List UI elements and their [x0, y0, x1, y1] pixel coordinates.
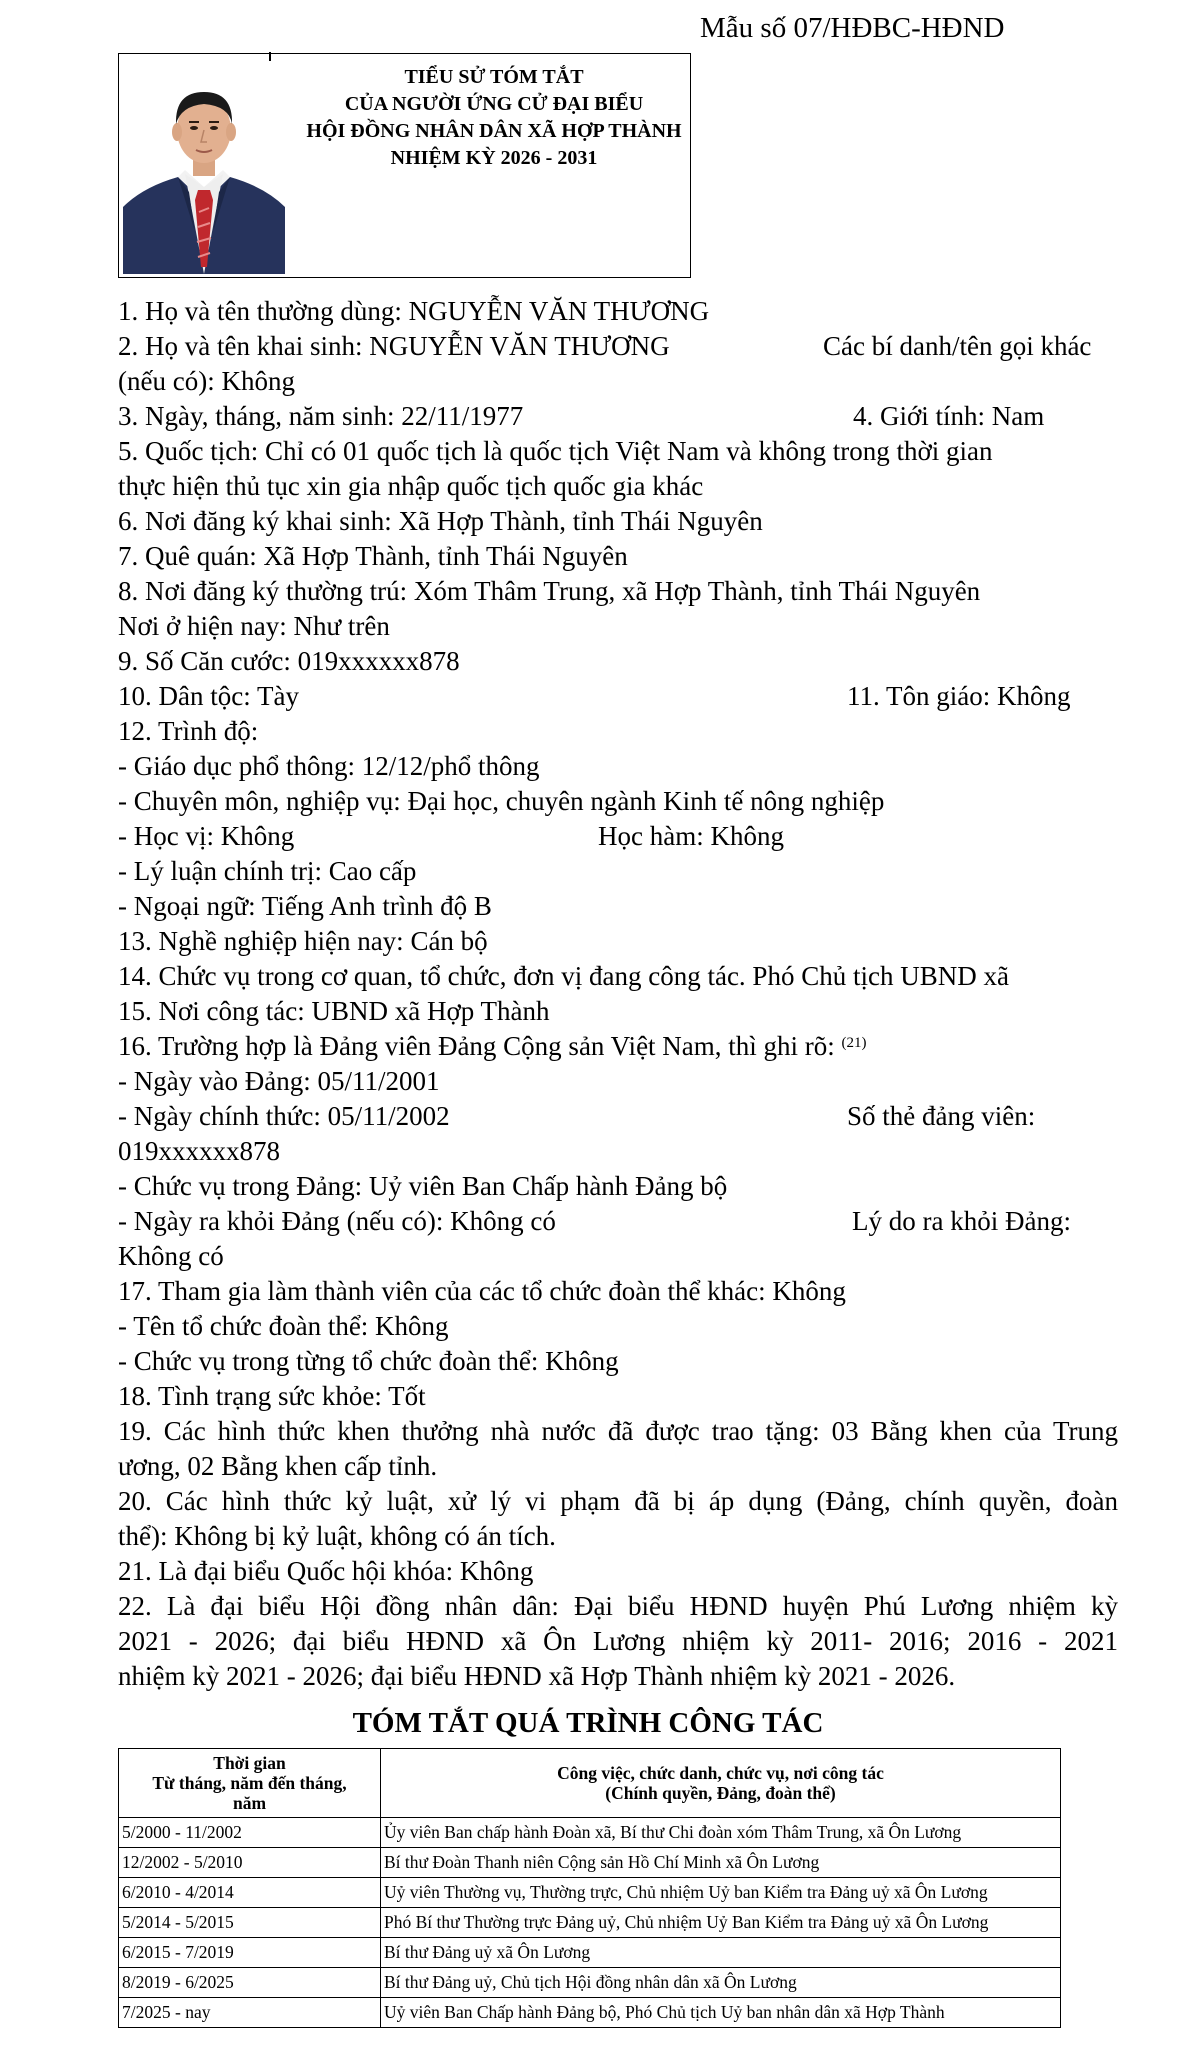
awards: 19. Các hình thức khen thưởng nhà nước đã được trao tặng: 03 Bằng khen của Trung: [118, 1416, 1118, 1446]
council-membership-cont: 2021 - 2026; đại biểu HĐND xã Ôn Lương nhiệm kỳ 2011- 2016; 2016 - 2021: [118, 1626, 1118, 1656]
education-heading: 12. Trình độ:: [118, 716, 259, 746]
position: 14. Chức vụ trong cơ quan, tổ chức, đơn vị đang công tác. Phó Chủ tịch UBND xã: [118, 961, 1009, 991]
header-title: [299, 64, 689, 172]
permanent-residence: 8. Nơi đăng ký thường trú: Xóm Thâm Trung, xã Hợp Thành, tỉnh Thái Nguyên: [118, 576, 981, 606]
alias-value: (nếu có): Không: [118, 366, 295, 396]
time-cell: 6/2010 - 4/2014: [119, 1878, 381, 1908]
party-leave-date: - Ngày ra khỏi Đảng (nếu có): Không có: [118, 1206, 556, 1236]
organization-position: - Chức vụ trong từng tổ chức đoàn thể: Không: [118, 1346, 619, 1376]
awards-cont: ương, 02 Bằng khen cấp tỉnh.: [118, 1451, 438, 1481]
council-membership-end: nhiệm kỳ 2021 - 2026; đại biểu HĐND xã Hợp Thành nhiệm kỳ 2021 - 2026.: [118, 1661, 956, 1691]
foreign-language: - Ngoại ngữ: Tiếng Anh trình độ B: [118, 891, 492, 921]
table-row: [119, 1938, 1061, 1968]
ethnicity: 10. Dân tộc: Tày: [118, 681, 299, 711]
party-card-number: 019xxxxxx878: [118, 1136, 280, 1166]
national-assembly: 21. Là đại biểu Quốc hội khóa: Không: [118, 1556, 534, 1586]
title-line: NHIỆM KỲ 2026 - 2031: [390, 147, 598, 169]
bio-line-10: [118, 679, 1118, 714]
academic-degree: - Học vị: Không: [118, 821, 295, 851]
organizations: 17. Tham gia làm thành viên của các tổ chức đoàn thể khác: Không: [118, 1276, 846, 1306]
council-membership: 22. Là đại biểu Hội đồng nhân dân: Đại biểu HĐND huyện Phú Lương nhiệm kỳ: [118, 1591, 1118, 1621]
birth-name: 2. Họ và tên khai sinh: NGUYỄN VĂN THƯƠNG: [118, 331, 670, 361]
occupation: 13. Nghề nghiệp hiện nay: Cán bộ: [118, 926, 488, 956]
id-number: 9. Số Căn cước: 019xxxxxx878: [118, 646, 460, 676]
title-line: CỦA NGƯỜI ỨNG CỬ ĐẠI BIỂU: [344, 93, 644, 115]
current-residence: Nơi ở hiện nay: Như trên: [118, 611, 390, 641]
party-leave-line: [118, 1204, 1118, 1239]
party-official-date: - Ngày chính thức: 05/11/2002: [118, 1101, 450, 1131]
hometown: 7. Quê quán: Xã Hợp Thành, tỉnh Thái Nguyên: [118, 541, 628, 571]
degree-line: [118, 819, 1118, 854]
health: 18. Tình trạng sức khỏe: Tốt: [118, 1381, 426, 1411]
table-row: [119, 1968, 1061, 1998]
nationality-cont: thực hiện thủ tục xin gia nhập quốc tịch quốc gia khác: [118, 471, 704, 501]
party-leave-reason: Không có: [118, 1241, 224, 1271]
title-line: TIỂU SỬ TÓM TẮT: [404, 66, 584, 88]
description-column-header: Công việc, chức danh, chức vụ, nơi công tác (Chính quyền, Đảng, đoàn thể): [381, 1749, 1061, 1818]
bio-section: [118, 294, 1118, 1694]
description-cell: Phó Bí thư Thường trực Đảng uỷ, Chủ nhiệm Uỷ Ban Kiểm tra Đảng uỷ xã Ôn Lương: [381, 1908, 1061, 1938]
description-cell: Uỷ viên Ban Chấp hành Đảng bộ, Phó Chủ tịch Uỷ ban nhân dân xã Hợp Thành: [381, 1998, 1061, 2028]
discipline: 20. Các hình thức kỷ luật, xử lý vi phạm đã bị áp dụng (Đảng, chính quyền, đoàn: [118, 1486, 1118, 1516]
birth-registration: 6. Nơi đăng ký khai sinh: Xã Hợp Thành, tỉnh Thái Nguyên: [118, 506, 763, 536]
academic-title: Học hàm: Không: [598, 821, 784, 851]
table-row: [119, 1908, 1061, 1938]
alias-label: Các bí danh/tên gọi khác: [823, 331, 1092, 361]
description-cell: Bí thư Đoàn Thanh niên Cộng sản Hồ Chí Minh xã Ôn Lương: [381, 1848, 1061, 1878]
general-education: - Giáo dục phổ thông: 12/12/phổ thông: [118, 751, 540, 781]
organization-name: - Tên tổ chức đoàn thể: Không: [118, 1311, 449, 1341]
bio-line-1: 1. Họ và tên thường dùng: NGUYỄN VĂN THƯƠNG: [118, 296, 710, 326]
gender: 4. Giới tính: Nam: [853, 401, 1045, 431]
party-join-date: - Ngày vào Đảng: 05/11/2001: [118, 1066, 440, 1096]
political-theory: - Lý luận chính trị: Cao cấp: [118, 856, 417, 886]
description-cell: Bí thư Đảng uỷ, Chủ tịch Hội đồng nhân dân xã Ôn Lương: [381, 1968, 1061, 1998]
time-cell: 5/2014 - 5/2015: [119, 1908, 381, 1938]
table-row: [119, 1878, 1061, 1908]
time-cell: 7/2025 - nay: [119, 1998, 381, 2028]
party-leave-reason-label: Lý do ra khỏi Đảng:: [852, 1206, 1071, 1236]
party-card-label: Số thẻ đảng viên:: [847, 1101, 1036, 1131]
bio-line-2: [118, 329, 1118, 364]
time-cell: 6/2015 - 7/2019: [119, 1938, 381, 1968]
header-box: [118, 53, 691, 278]
party-heading: 16. Trường hợp là Đảng viên Đảng Cộng sản Việt Nam, thì ghi rõ: $^{(21)}$: [118, 1031, 867, 1061]
bio-line-3: [118, 399, 1118, 434]
party-position: - Chức vụ trong Đảng: Uỷ viên Ban Chấp hành Đảng bộ: [118, 1171, 728, 1201]
description-cell: Bí thư Đảng uỷ xã Ôn Lương: [381, 1938, 1061, 1968]
workplace: 15. Nơi công tác: UBND xã Hợp Thành: [118, 996, 550, 1026]
footnote-ref: (21): [841, 1035, 867, 1051]
religion: 11. Tôn giáo: Không: [847, 681, 1071, 711]
candidate-photo: [123, 62, 285, 274]
party-official-line: [118, 1099, 1118, 1134]
professional-qualification: - Chuyên môn, nghiệp vụ: Đại học, chuyên ngành Kinh tế nông nghiệp: [118, 786, 885, 816]
work-history-title: TÓM TẮT QUÁ TRÌNH CÔNG TÁC: [352, 1707, 824, 1739]
title-line: HỘI ĐỒNG NHÂN DÂN XÃ HỢP THÀNH: [306, 120, 682, 142]
time-cell: 5/2000 - 11/2002: [119, 1818, 381, 1848]
table-header-row: [119, 1749, 1061, 1818]
work-history-table: [118, 1748, 1061, 2028]
birth-date: 3. Ngày, tháng, năm sinh: 22/11/1977: [118, 401, 524, 431]
discipline-cont: thể): Không bị kỷ luật, không có án tích.: [118, 1521, 556, 1551]
time-cell: 12/2002 - 5/2010: [119, 1848, 381, 1878]
time-cell: 8/2019 - 6/2025: [119, 1968, 381, 1998]
description-cell: Uỷ viên Thường vụ, Thường trực, Chủ nhiệm Uỷ ban Kiểm tra Đảng uỷ xã Ôn Lương: [381, 1878, 1061, 1908]
table-row: [119, 1818, 1061, 1848]
form-code: Mẫu số 07/HĐBC-HĐND: [700, 12, 1005, 44]
description-cell: Ủy viên Ban chấp hành Đoàn xã, Bí thư Chi đoàn xóm Thâm Trung, xã Ôn Lương: [381, 1818, 1061, 1848]
nationality: 5. Quốc tịch: Chỉ có 01 quốc tịch là quốc tịch Việt Nam và không trong thời gian: [118, 436, 993, 466]
table-row: [119, 1848, 1061, 1878]
time-column-header: Thời gian Từ tháng, năm đến tháng, năm: [119, 1749, 381, 1818]
table-row: [119, 1998, 1061, 2028]
